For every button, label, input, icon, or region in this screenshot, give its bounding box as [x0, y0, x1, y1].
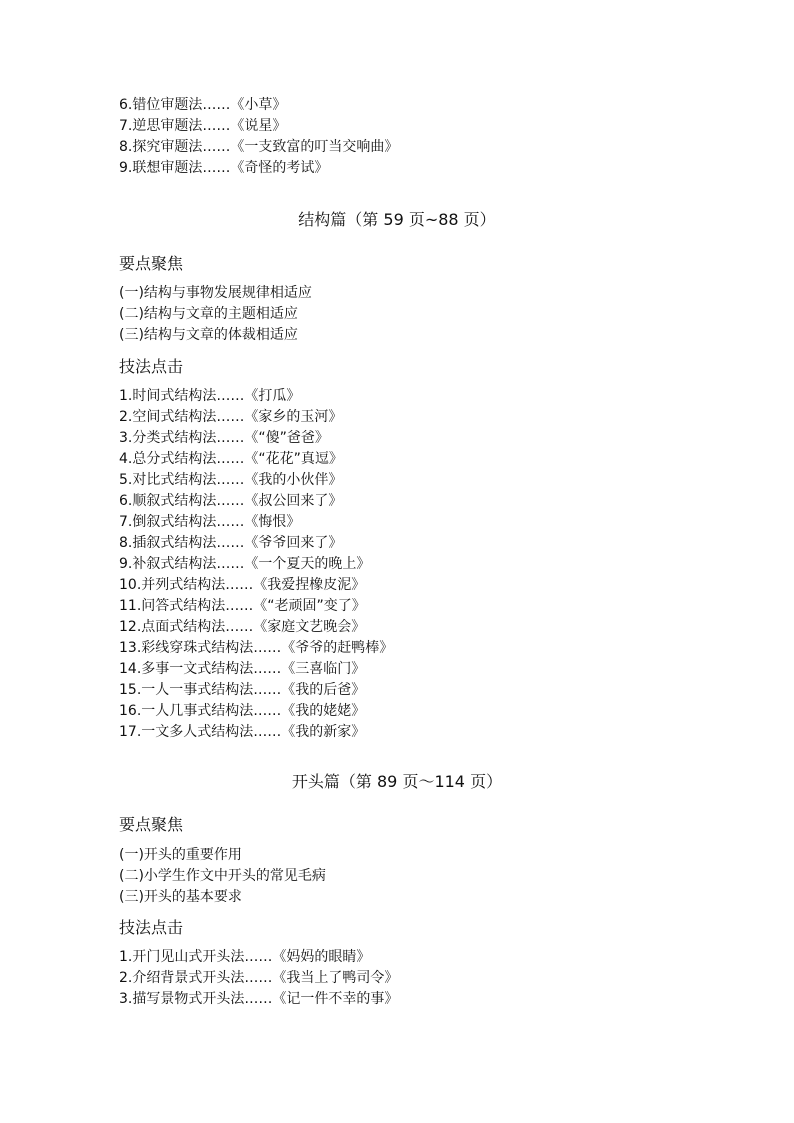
- list-item: 4.总分式结构法……《“花花”真逗》: [119, 451, 343, 467]
- list-item: 9.联想审题法……《奇怪的考试》: [119, 160, 329, 176]
- list-item: (三)开头的基本要求: [119, 889, 242, 905]
- list-item: (三)结构与文章的体裁相适应: [119, 327, 298, 343]
- list-item: 6.顺叙式结构法……《叔公回来了》: [119, 493, 343, 509]
- list-item: 1.开门见山式开头法……《妈妈的眼睛》: [119, 949, 371, 965]
- top-method-list: [119, 95, 679, 179]
- structure-techniques-list: [119, 386, 679, 743]
- list-item: 7.逆思审题法……《说星》: [119, 118, 287, 134]
- list-item: 1.时间式结构法……《打瓜》: [119, 388, 301, 404]
- list-item: (一)开头的重要作用: [119, 847, 242, 863]
- list-item: 7.倒叙式结构法……《悔恨》: [119, 514, 301, 530]
- list-item: 17.一文多人式结构法……《我的新家》: [119, 724, 366, 740]
- list-item: 5.对比式结构法……《我的小伙伴》: [119, 472, 343, 488]
- structure-key-points-list: [119, 283, 679, 346]
- list-item: 14.多事一文式结构法……《三喜临门》: [119, 661, 366, 677]
- list-item: 9.补叙式结构法……《一个夏天的晚上》: [119, 556, 371, 572]
- list-item: 2.空间式结构法……《家乡的玉河》: [119, 409, 343, 425]
- list-item: (二)小学生作文中开头的常见毛病: [119, 868, 326, 884]
- list-item: 8.插叙式结构法……《爷爷回来了》: [119, 535, 343, 551]
- list-item: 11.问答式结构法……《“老顽固”变了》: [119, 598, 366, 614]
- list-item: 6.错位审题法……《小草》: [119, 97, 287, 113]
- list-item: 3.分类式结构法……《“傻”爸爸》: [119, 430, 329, 446]
- list-item: 2.介绍背景式开头法……《我当上了鸭司令》: [119, 970, 399, 986]
- structure-key-points-heading: 要点聚焦: [119, 254, 184, 273]
- list-item: 13.彩线穿珠式结构法……《爷爷的赶鸭棒》: [119, 640, 394, 656]
- list-item: (二)结构与文章的主题相适应: [119, 306, 298, 322]
- structure-techniques-heading: 技法点击: [119, 357, 184, 376]
- list-item: 12.点面式结构法……《家庭文艺晚会》: [119, 619, 366, 635]
- opening-key-points-list: [119, 845, 679, 908]
- list-item: 10.并列式结构法……《我爱捏橡皮泥》: [119, 577, 366, 593]
- list-item: 3.描写景物式开头法……《记一件不幸的事》: [119, 991, 399, 1007]
- list-item: (一)结构与事物发展规律相适应: [119, 285, 312, 301]
- opening-section-title: 开头篇（第 89 页～114 页）: [291, 772, 503, 791]
- list-item: 15.一人一事式结构法……《我的后爸》: [119, 682, 366, 698]
- opening-techniques-heading: 技法点击: [119, 918, 184, 937]
- structure-section-title: 结构篇（第 59 页~88 页）: [298, 210, 496, 229]
- list-item: 16.一人几事式结构法……《我的姥姥》: [119, 703, 366, 719]
- opening-key-points-heading: 要点聚焦: [119, 815, 184, 834]
- opening-techniques-list: [119, 947, 679, 1010]
- list-item: 8.探究审题法……《一支致富的叮当交响曲》: [119, 139, 399, 155]
